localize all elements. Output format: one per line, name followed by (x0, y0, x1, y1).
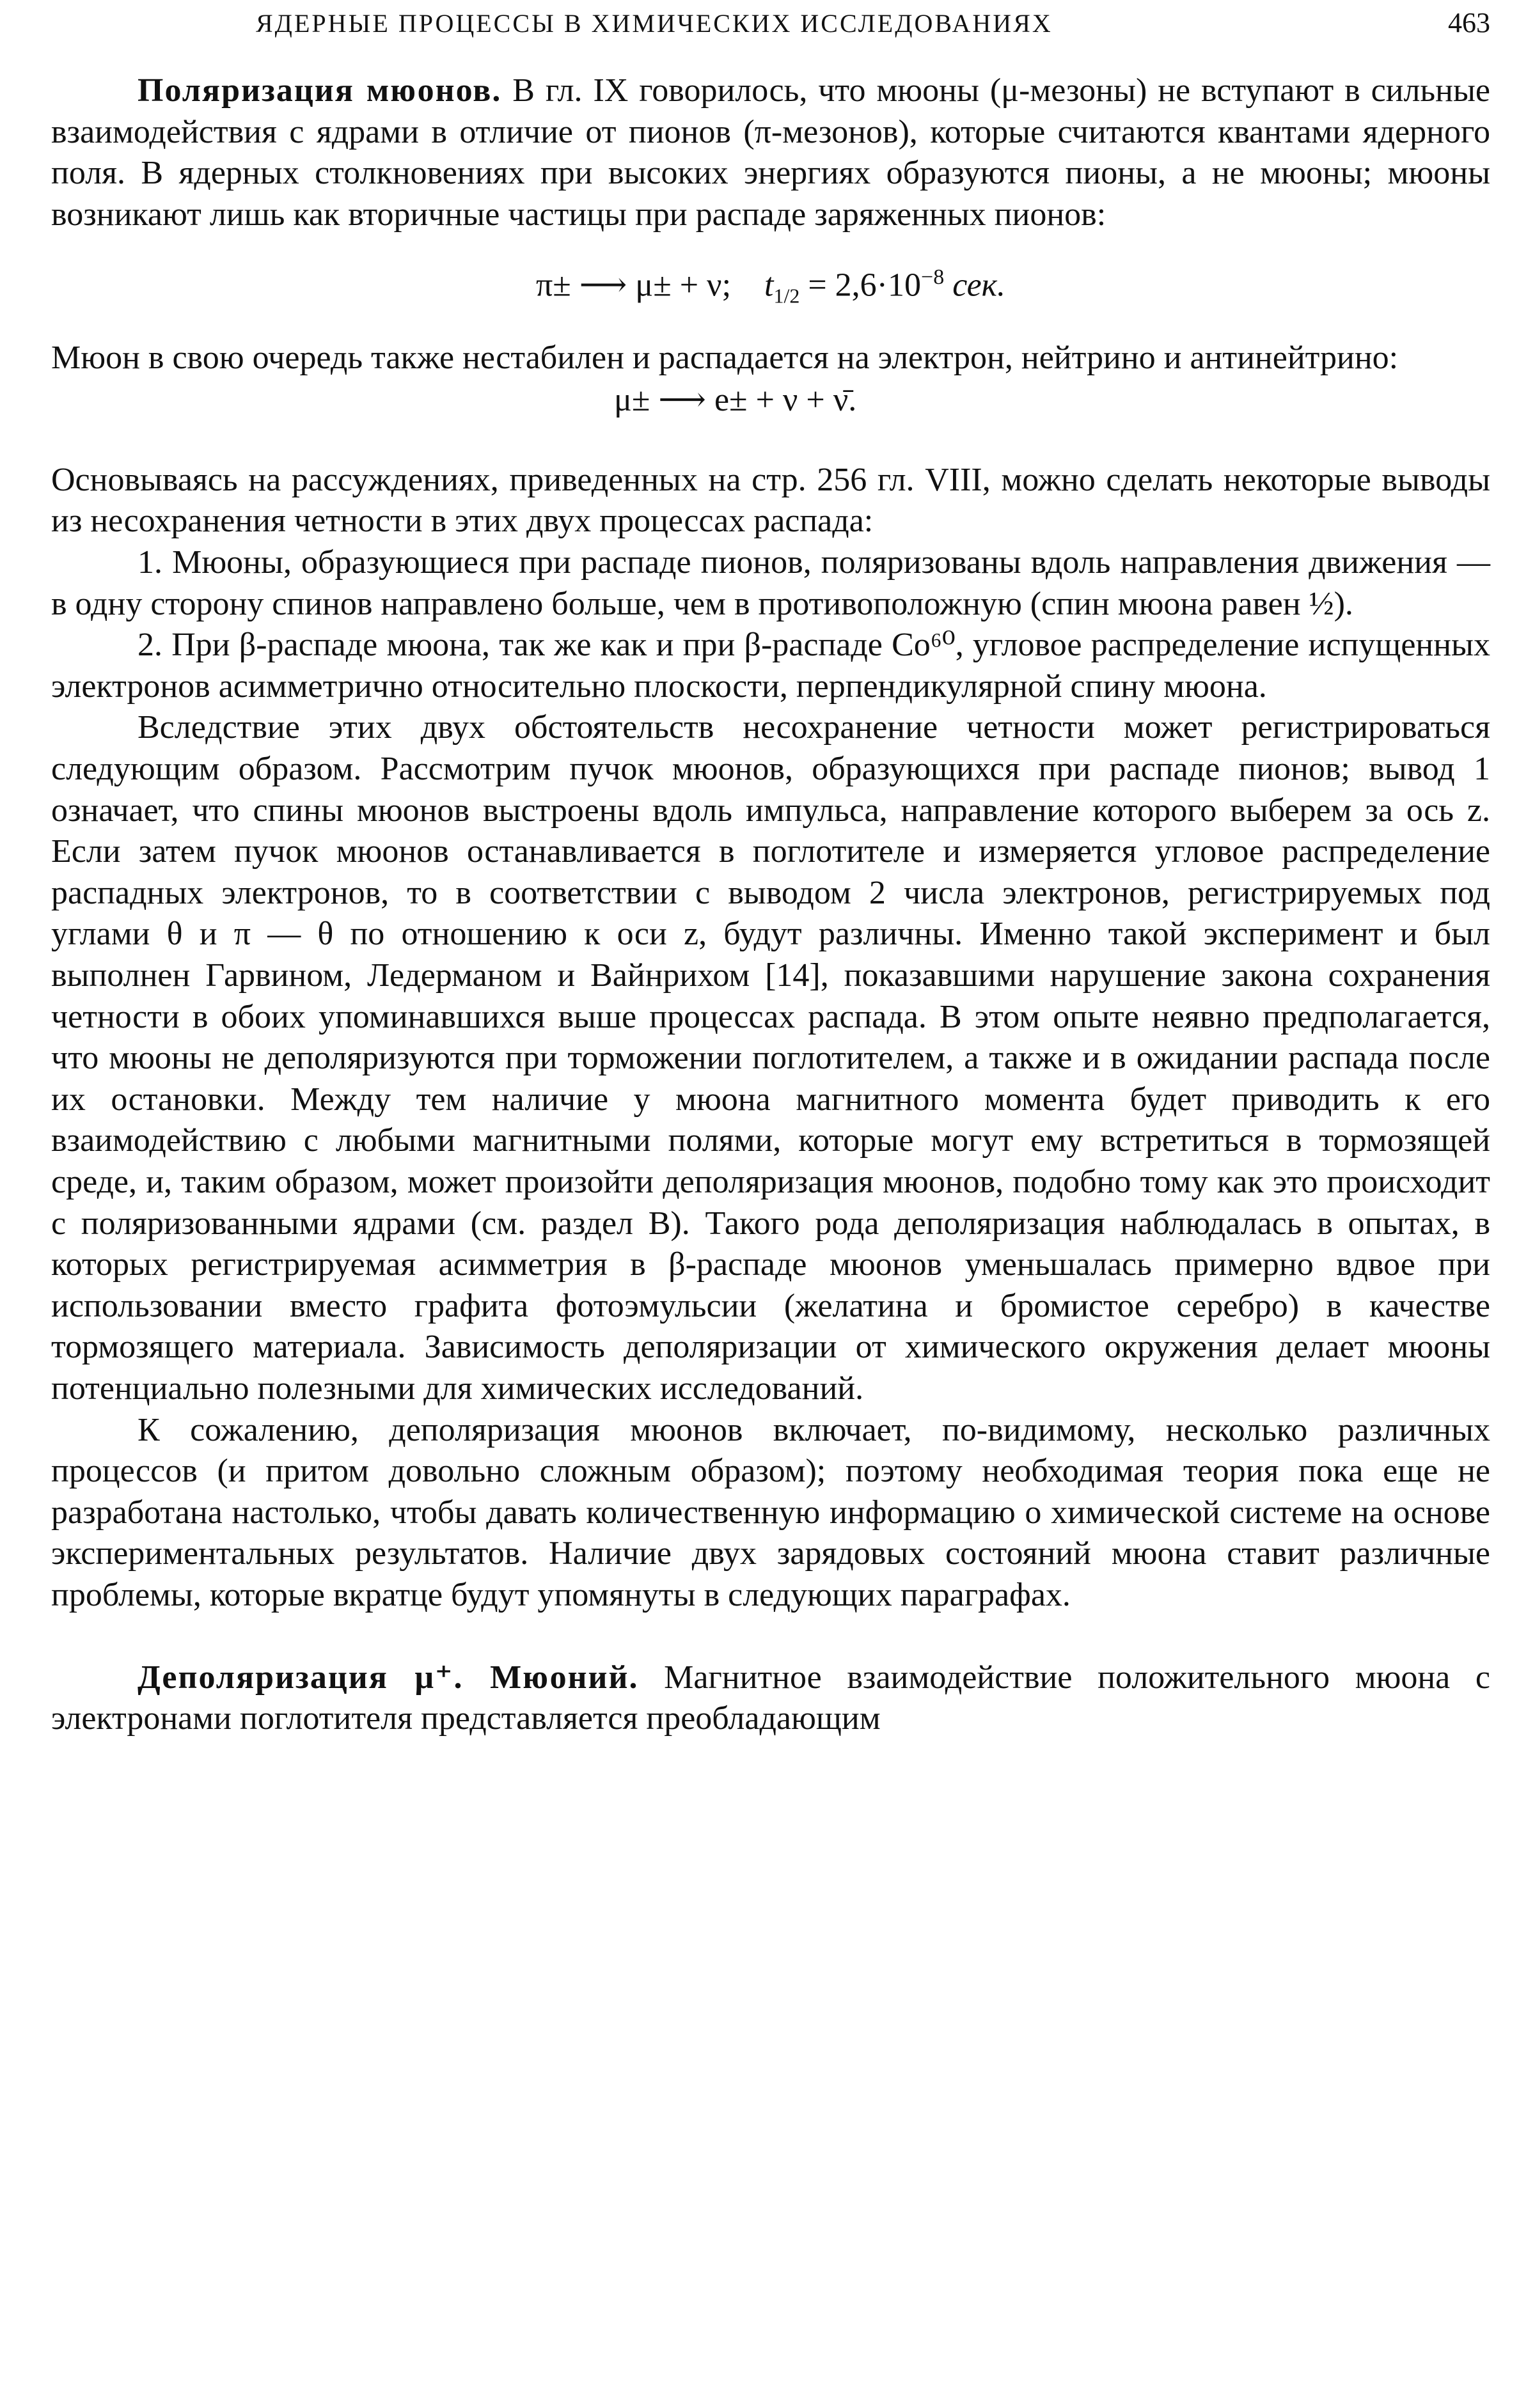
main-text (51, 70, 1490, 1740)
section-gap (51, 1616, 1490, 1657)
formula-muon-decay: μ± ⟶ e± + ν + ν̄. (614, 382, 857, 419)
running-title: ЯДЕРНЫЕ ПРОЦЕССЫ В ХИМИЧЕСКИХ ИССЛЕДОВАНИЯХ (256, 9, 1053, 38)
half-life-value: = 2,6·10 (799, 267, 922, 304)
paragraph-depolarization (51, 1657, 1490, 1740)
paragraph-depolarization-text: Магнитное взаимодействие положительного мюона с электронами поглотителя представляется преобладающим (51, 1659, 1490, 1737)
page-number: 463 (1448, 7, 1490, 38)
half-life-subscript: 1/2 (773, 285, 800, 308)
paragraph-intro: В гл. IX говорилось, что мюоны (μ-мезоны) не вступают в сильные взаимодействия с ядрами в отличие от пионов (π-мезонов), которые считаются квантами ядерного поля. В ядерных столкновениях при высоких энергиях образуются пионы, а не мюоны; мюоны возникают лишь как вторичные частицы при распаде заряженных пионов: (51, 72, 1490, 233)
half-life-exponent: −8 (921, 265, 945, 290)
formula-pion-decay (51, 257, 1490, 317)
formula-pion-decay-reaction: π± ⟶ μ± + ν; (535, 267, 732, 304)
paragraph-point-2: 2. При β-распаде мюона, так же как и при β-распаде Co⁶⁰, угловое распределение испущенных электронов асимметрично относительно плоскости, перпендикулярной спину мюона. (51, 627, 1490, 705)
section-title-muon-polarization: Поляризация мюонов. (138, 72, 502, 109)
paragraph-consequence: Вследствие этих двух обстоятельств несохранение четности может регистрироваться следующим образом. Рассмотрим пучок мюонов, образующихся при распаде пионов; вывод 1 означает, что спины мюонов выстроены вдоль импульса, направление которого выберем за ось z. Если затем пучок мюонов останавливается в поглотителе и измеряется угловое распределение распадных электронов, то в соответствии с выводом 2 числа электронов, регистрируемых под углами θ и π — θ по отношению к оси z, будут различны. Именно такой эксперимент и был выполнен Гарвином, Ледерманом и Вайнрихом [14], показавшими нарушение закона сохранения четности в обоих упоминавшихся выше процессах распада. В этом опыте неявно предполагается, что мюоны не деполяризуются при торможении поглотителем, а также и в ожидании распада после их остановки. Между тем наличие у мюона магнитного момента будет приводить к его взаимодействию с любыми магнитными полями, которые могут ему встретиться в тормозящей среде, и, таким образом, может произойти деполяризация мюонов, подобно тому как это происходит с поляризованными ядрами (см. раздел В). Такого рода деполяризация наблюдалась в опытах, в которых регистрируемая асимметрия в β-распаде мюонов уменьшалась примерно вдвое при использовании вместо графита фотоэмульсии (желатина и бромистое серебро) в качестве тормозящего материала. Зависимость деполяризации от химического окружения делает мюоны потенциально полезными для химических исследований. (51, 709, 1490, 1407)
paragraph-point-1: 1. Мюоны, образующиеся при распаде пионов, поляризованы вдоль направления движения — в одну сторону спинов направлено больше, чем в противоположную (спин мюона равен ½). (51, 544, 1490, 622)
paragraph-basis: Основываясь на рассуждениях, приведенных на стр. 256 гл. VIII, можно сделать некоторые выводы из несохранения четности в этих двух процессах распада: (51, 461, 1490, 540)
running-head (51, 6, 1490, 45)
paragraph-regret: К сожалению, деполяризация мюонов включает, по-видимому, несколько различных процессов (и притом довольно сложным образом); поэтому необходимая теория пока еще не разработана настолько, чтобы давать количественную информацию о химической системе на основе экспериментальных результатов. Наличие двух зарядовых состояний мюона ставит различные проблемы, которые вкратце будут упомянуты в следующих параграфах. (51, 1411, 1490, 1613)
half-life-symbol: t (764, 267, 774, 304)
paragraph-muon-decay: Мюон в свою очередь также нестабилен и распадается на электрон, нейтрино и антинейтрино: (51, 339, 1399, 376)
section-title-depolarization: Деполяризация μ⁺. Мюоний. (138, 1659, 639, 1696)
paragraph-muon-polarization (51, 70, 1490, 235)
half-life-unit: сек. (952, 267, 1006, 304)
